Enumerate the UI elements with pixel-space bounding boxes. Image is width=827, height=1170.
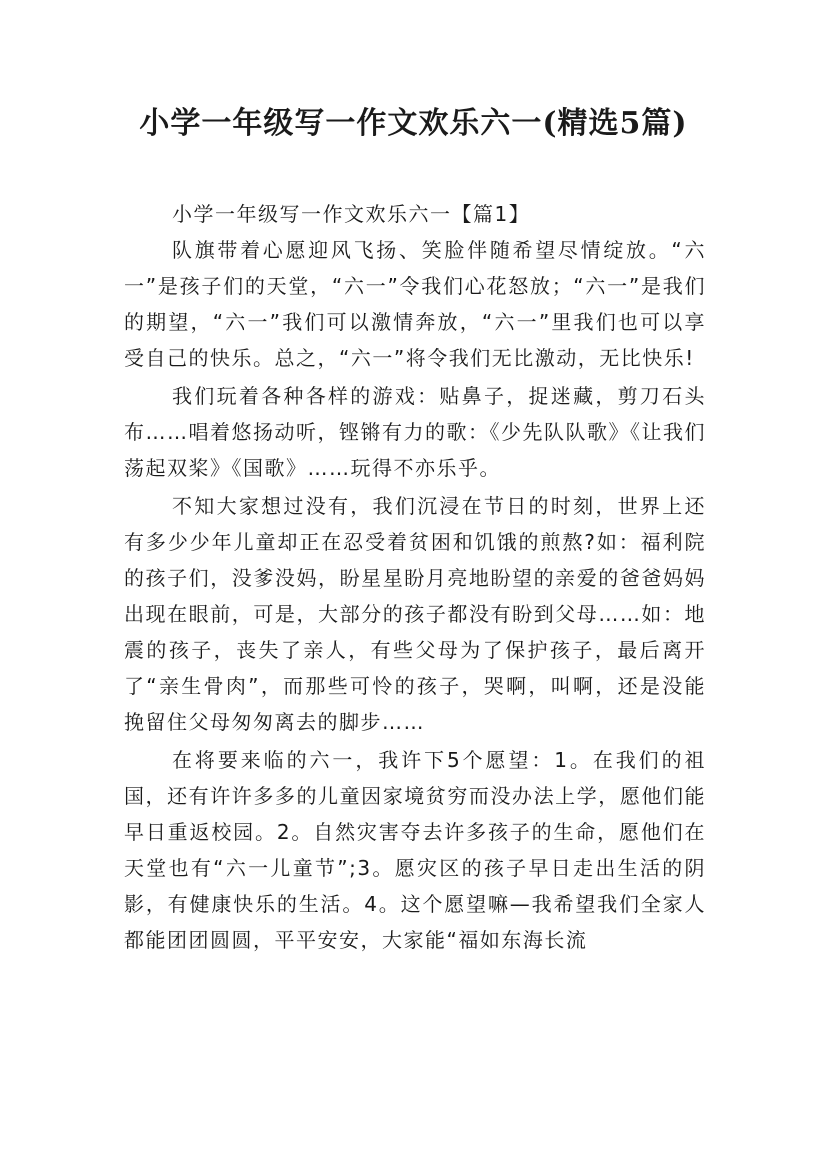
document-title: 小学一年级写一作文欢乐六一(精选5篇): [139, 106, 688, 141]
paragraph-3: 不知大家想过没有，我们沉浸在节日的时刻，世界上还有多少少年儿童却正在忍受着贫困和饥饿的煎熬?如：福利院的孩子们，没爹没妈，盼星星盼月亮地盼望的亲爱的爸爸妈妈出现在眼前，可是，大部分的孩子都没有盼到父母……如：地震的孩子，丧失了亲人，有些父母为了保护孩子，最后离开了“亲生骨肉”，而那些可怜的孩子，哭啊，叫啊，还是没能挽留住父母匆匆离去的脚步……: [124, 494, 706, 734]
paragraph-4: 在将要来临的六一，我许下5个愿望：1。在我们的祖国，还有许许多多的儿童因家境贫穷而没办法上学，愿他们能早日重返校园。2。自然灾害夺去许多孩子的生命，愿他们在天堂也有“六一儿童节”;3。愿灾区的孩子早日走出生活的阴影，有健康快乐的生活。4。这个愿望嘛—我希望我们全家人都能团团圆圆，平平安安，大家能“福如东海长流: [124, 748, 706, 952]
section-heading: 小学一年级写一作文欢乐六一【篇1】: [172, 202, 531, 226]
paragraph-2: 我们玩着各种各样的游戏：贴鼻子，捉迷藏，剪刀石头布……唱着悠扬动听，铿锵有力的歌：《少先队队歌》《让我们荡起双桨》《国歌》……玩得不亦乐乎。: [124, 384, 706, 480]
paragraph-1: 队旗带着心愿迎风飞扬、笑脸伴随希望尽情绽放。“六一”是孩子们的天堂，“六一”令我们心花怒放；“六一”是我们的期望，“六一”我们可以激情奔放，“六一”里我们也可以享受自己的快乐。总之，“六一”将令我们无比激动，无比快乐!: [124, 238, 706, 370]
document-body: [124, 196, 706, 960]
